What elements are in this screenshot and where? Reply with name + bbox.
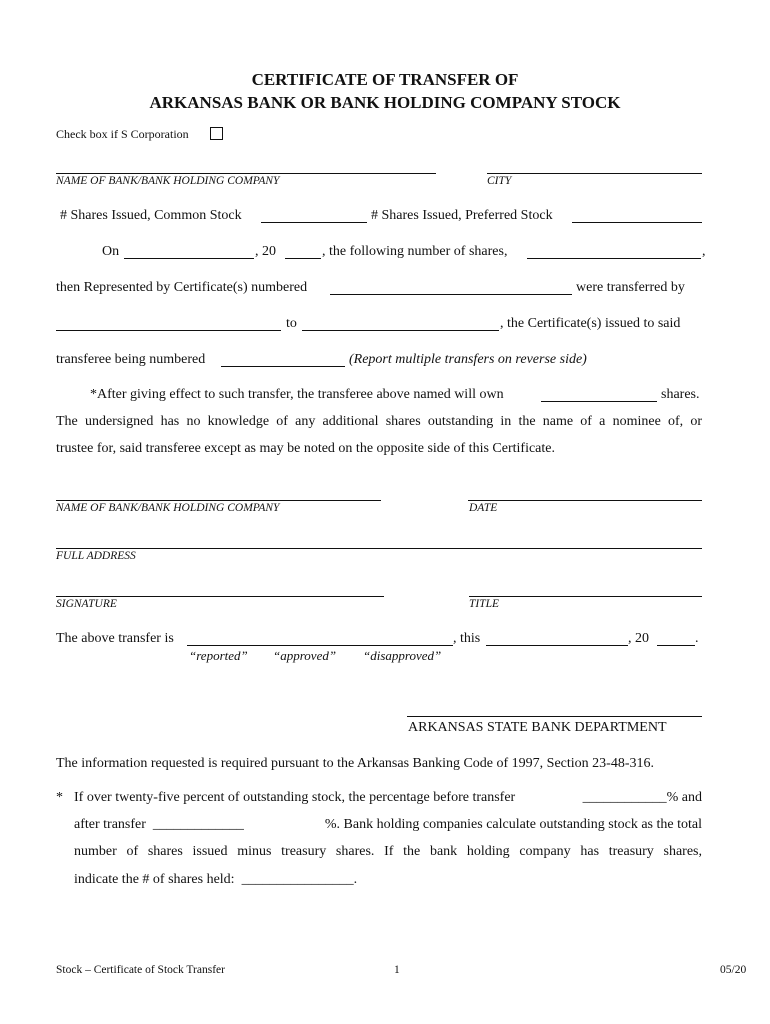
issued-to-label: , the Certificate(s) issued to said bbox=[500, 316, 681, 331]
bank-name-label: NAME OF BANK/BANK HOLDING COMPANY bbox=[56, 175, 280, 187]
transferee-field[interactable] bbox=[302, 330, 499, 331]
title-line[interactable] bbox=[469, 596, 702, 597]
footnote-line-4 bbox=[74, 872, 357, 888]
approval-this-label: , this bbox=[453, 631, 481, 646]
on-label: On bbox=[102, 244, 120, 259]
after-effect-label: *After giving effect to such transfer, the transferee above named will own bbox=[90, 387, 504, 402]
footnote-line-3: number of shares issued minus treasury shares. If the bank holding company has treasury shares, bbox=[74, 844, 702, 859]
approval-end: . bbox=[695, 631, 699, 646]
option-reported: “reported” bbox=[189, 648, 248, 663]
undersigned-text-2: trustee for, said transferee except as may be noted on the opposite side of this Certificate. bbox=[56, 441, 555, 456]
department-signature-line[interactable] bbox=[407, 716, 702, 717]
percent-before-field[interactable]: ____________ bbox=[582, 790, 667, 805]
s-corp-checkbox[interactable] bbox=[210, 127, 223, 140]
footer-form-name: Stock – Certificate of Stock Transfer bbox=[56, 964, 225, 976]
footnote-star: * bbox=[56, 790, 63, 805]
approval-year-field[interactable] bbox=[657, 645, 695, 646]
certificate-number-field[interactable] bbox=[330, 294, 572, 295]
on-year-label: , 20 bbox=[255, 244, 276, 259]
footnote-line-1 bbox=[74, 790, 702, 806]
footnote-line-4-end: . bbox=[353, 872, 358, 887]
transferee-numbered-label: transferee being numbered bbox=[56, 352, 206, 367]
option-disapproved: “disapproved” bbox=[363, 648, 442, 663]
signature-line[interactable] bbox=[56, 596, 384, 597]
bank-name-line[interactable] bbox=[56, 173, 436, 174]
footnote-line-1-end: % and bbox=[666, 790, 702, 805]
bank-name-2-line[interactable] bbox=[56, 500, 381, 501]
department-label: ARKANSAS STATE BANK DEPARTMENT bbox=[408, 720, 667, 735]
approval-label: The above transfer is bbox=[56, 631, 174, 646]
footer-page-number: 1 bbox=[394, 964, 400, 976]
city-label: CITY bbox=[487, 175, 512, 187]
s-corp-label: Check box if S Corporation bbox=[56, 127, 189, 141]
shares-label: shares. bbox=[661, 387, 700, 402]
shares-common-label: # Shares Issued, Common Stock bbox=[60, 208, 242, 223]
full-address-label: FULL ADDRESS bbox=[56, 550, 136, 562]
footer-revision-date: 05/20 bbox=[720, 964, 747, 976]
on-end-comma: , bbox=[702, 244, 706, 259]
on-shares-label: , the following number of shares, bbox=[322, 244, 508, 259]
undersigned-text-1: The undersigned has no knowledge of any additional shares outstanding in the name of a nominee of, or bbox=[56, 414, 702, 429]
footnote-line-1-tail bbox=[583, 790, 702, 806]
city-line[interactable] bbox=[487, 173, 702, 174]
bank-name-2-label: NAME OF BANK/BANK HOLDING COMPANY bbox=[56, 502, 280, 514]
date-line[interactable] bbox=[468, 500, 702, 501]
title-label: TITLE bbox=[469, 598, 500, 610]
to-label: to bbox=[286, 316, 297, 331]
shares-common-field[interactable] bbox=[261, 222, 367, 223]
shares-preferred-field[interactable] bbox=[572, 222, 702, 223]
form-title-line1: CERTIFICATE OF TRANSFER OF bbox=[251, 70, 519, 89]
full-address-line[interactable] bbox=[56, 548, 702, 549]
approval-status-field[interactable] bbox=[187, 645, 453, 646]
footnote-line-2-text: after transfer bbox=[74, 817, 146, 832]
certificate-numbered-label: then Represented by Certificate(s) numbered bbox=[56, 280, 308, 295]
percent-after-field[interactable]: _____________ bbox=[152, 817, 244, 832]
transferee-certificate-field[interactable] bbox=[221, 366, 345, 367]
date-label: DATE bbox=[469, 502, 498, 514]
footnote-line-1-text: If over twenty-five percent of outstanding stock, the percentage before transfer bbox=[74, 790, 516, 805]
shares-preferred-label: # Shares Issued, Preferred Stock bbox=[371, 208, 553, 223]
footnote-line-2-head bbox=[74, 817, 244, 833]
signature-label: SIGNATURE bbox=[56, 598, 117, 610]
footnote-line-2 bbox=[74, 817, 702, 833]
on-date-field[interactable] bbox=[124, 258, 254, 259]
legal-note: The information requested is required pursuant to the Arkansas Banking Code of 1997, Section 23-48-316. bbox=[56, 756, 654, 771]
transferred-by-label: were transferred by bbox=[576, 280, 685, 295]
shares-owned-field[interactable] bbox=[541, 401, 657, 402]
option-approved: “approved” bbox=[273, 648, 337, 663]
number-of-shares-field[interactable] bbox=[527, 258, 701, 259]
footnote-line-4-text: indicate the # of shares held: bbox=[74, 872, 235, 887]
form-title-line2: ARKANSAS BANK OR BANK HOLDING COMPANY STOCK bbox=[149, 93, 621, 112]
on-year-field[interactable] bbox=[285, 258, 321, 259]
report-note: (Report multiple transfers on reverse side) bbox=[349, 352, 587, 367]
treasury-shares-field[interactable]: ________________ bbox=[241, 872, 354, 887]
approval-day-field[interactable] bbox=[486, 645, 628, 646]
approval-year-label: , 20 bbox=[628, 631, 649, 646]
transferor-field[interactable] bbox=[56, 330, 281, 331]
footnote-line-2-end: %. Bank holding companies calculate outstanding stock as the total bbox=[324, 817, 702, 832]
